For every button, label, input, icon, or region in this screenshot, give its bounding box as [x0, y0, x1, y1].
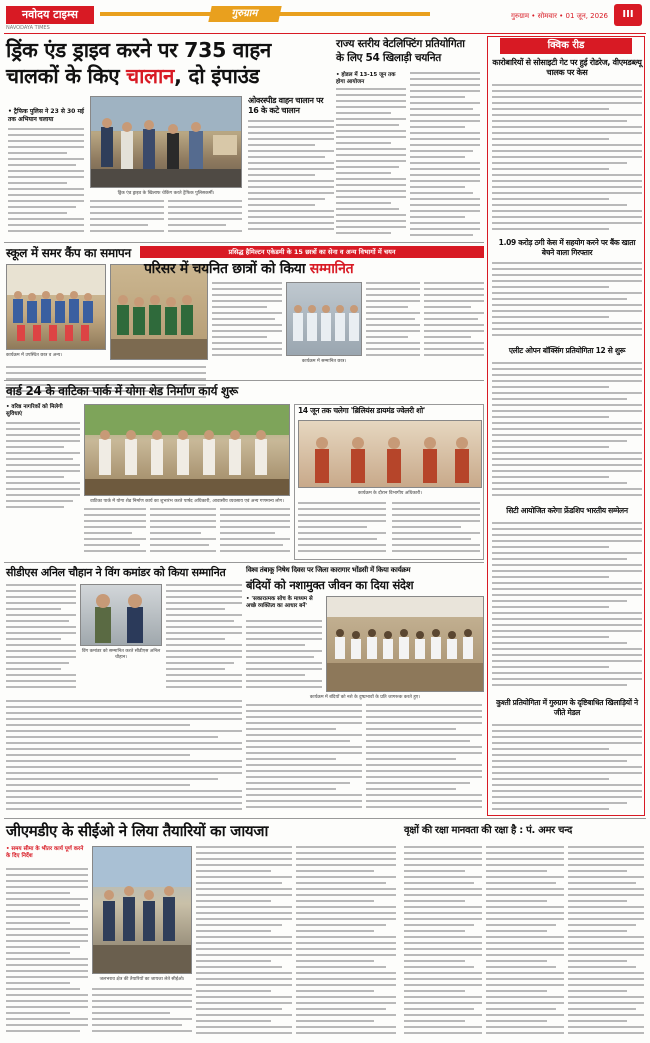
quick-read-headline5: कुश्ती प्रतियोगिता में गुरुग्राम के दृष्टिबाधित खिलाड़ियों ने जीते मेडल [496, 698, 638, 717]
state-comp-col1 [336, 88, 406, 238]
section-divider-4 [4, 818, 646, 819]
ceo-caption: विंग कमांडर को सम्मानित करते सीडीएस अनिल चौहान। [81, 649, 161, 660]
paper-name: नवोदय टाइम्स [6, 6, 94, 24]
section-divider-3 [4, 562, 484, 563]
lead-body-col2 [90, 200, 164, 240]
diamond-photo-illustration [299, 421, 482, 488]
tree-col3 [568, 846, 644, 1038]
camp-photo-2-illustration [111, 265, 208, 360]
gmda-col4 [296, 846, 396, 1038]
lead-body-col4 [248, 120, 334, 238]
gmda-bullet: • समय सीमा के भीतर कार्य पूर्ण करने के दिए निर्देश [6, 846, 84, 859]
camp-photo [6, 264, 106, 350]
lead-photo [90, 96, 242, 188]
state-comp-bullet: • होडल में 13-15 जून तक होगा आयोजन [336, 72, 396, 85]
lead-bullet: • ट्रैफिक पुलिस ने 23 से 30 मई तक अभियान चलाया [8, 108, 84, 123]
ceo-photo-illustration [81, 585, 162, 646]
banner-photo [286, 282, 362, 356]
tree-col2 [486, 846, 564, 1038]
gmda-col3 [196, 846, 292, 1038]
diamond-col1 [298, 502, 386, 556]
section-divider-2 [4, 380, 484, 381]
state-comp-headline1: राज्य स्तरीय वेटलिफ्टिंग प्रतियोगिता [336, 38, 465, 50]
quick-read-story4 [492, 522, 642, 692]
yoga-col4 [220, 508, 290, 558]
date-line: गुरुग्राम • सोमवार • 01 जून, 2026 [510, 12, 608, 20]
section-name: गुरुग्राम [208, 6, 281, 22]
lead-body-col3 [168, 200, 242, 240]
lead-headline-part-a: चालकों के किए [6, 64, 127, 88]
gmda-col1 [6, 868, 88, 1038]
tobacco-col1 [246, 620, 322, 692]
lead-headline-line1: ड्रिंक एंड ड्राइव करने पर 735 वाहन [6, 38, 271, 62]
diamond-headline: 14 जून तक चलेगा 'ब्रिलियंस डायमंड ज्वेलरी शो' [298, 406, 425, 415]
banner-headline-highlight: सम्मानित [309, 261, 354, 277]
tobacco-quote: • 'सकारात्मक सोच के माध्यम से अच्छे व्यक्तित्व का आधार बनें' [246, 596, 313, 609]
state-comp-col2 [410, 72, 480, 238]
quick-read-headline2: 1.09 करोड़ ठगी केस में सहयोग करने पर बैंक खाता बेचने वाला गिरफ्तार [498, 238, 636, 257]
diamond-photo [298, 420, 482, 488]
camp-photo-2 [110, 264, 208, 360]
yoga-photo [84, 404, 290, 496]
ceo-col1 [6, 584, 76, 692]
gmda-col2 [92, 988, 192, 1038]
tobacco-photo [326, 596, 484, 692]
page-number: III [614, 4, 642, 26]
gmda-headline: जीएमडीए के सीईओ ने लिया तैयारियों का जायजा [6, 822, 269, 840]
gmda-photo [92, 846, 192, 974]
quick-read-headline3: एलीट ओपन बॉक्सिंग प्रतियोगिता 12 से शुरू [508, 346, 626, 355]
lead-headline-part-c: , दो इंपाउंड [174, 64, 260, 88]
yoga-col3 [150, 508, 216, 558]
camp-headline: स्कूल में समर कैंप का समापन [6, 246, 131, 260]
lead-photo-illustration [91, 97, 242, 188]
banner-col2 [366, 282, 420, 362]
lead-sub-head: ओवरस्पीड वाहन चालान पर 16 के कटे चालान [248, 96, 324, 115]
lead-body-col1 [8, 128, 84, 238]
camp-photo-illustration [7, 265, 106, 350]
paper-sub-line: NAVODAYA TIMES [6, 25, 50, 31]
masthead-rule [4, 33, 646, 34]
quick-read-story5 [492, 724, 642, 812]
quick-read-headline4: सिटी आयोजित करेगा फ्रेंडशिप भारतीय सम्मेलन [506, 506, 628, 515]
tobacco-headline2: बंदियों को नशामुक्त जीवन का दिया संदेश [246, 578, 414, 592]
yoga-col1 [6, 422, 80, 510]
quick-read-tag: क्विक रीड [500, 38, 632, 54]
quick-read-story1 [492, 84, 642, 232]
banner-col1 [212, 282, 282, 362]
tobacco-caption: कार्यक्रम में बंदियों को नशे के दुष्प्रभावों के प्रति जागरूक करते हुए। [309, 695, 421, 700]
diamond-col2 [392, 502, 480, 556]
tobacco-col2 [246, 704, 362, 814]
gmda-caption: जलभराव क्षेत्र की तैयारियों का जायजा लेते सीईओ। [99, 977, 185, 982]
banner-photo-caption: कार्यक्रम में सम्मानित छात्र। [301, 359, 347, 364]
banner-headline-part-a: परिसर में चयनित छात्रों को किया [144, 261, 310, 277]
ceo-col2 [166, 584, 242, 692]
yoga-caption: वाटिका पार्क में योगा शेड निर्माण कार्य का शुभारंभ करते पार्षद अधिकारी, आवासीय व्यवसाय एवं अन्य गणमान्य लोग। [90, 499, 284, 504]
masthead [0, 0, 650, 34]
banner-headline [144, 260, 484, 278]
tobacco-photo-illustration [327, 597, 484, 692]
tobacco-headline1: विश्व तंबाकू निषेध दिवस पर जिला कारागार भोंडसी में किया कार्यक्रम [246, 566, 411, 574]
lead-photo-caption: ड्रिंक एंड ड्राइव के खिलाफ चेकिंग करते ट्रैफिक पुलिसकर्मी। [117, 191, 215, 196]
section-divider [4, 242, 484, 243]
banner-col3 [424, 282, 484, 362]
state-comp-headline2: के लिए 54 खिलाड़ी चयनित [336, 52, 441, 64]
yoga-headline: वार्ड 24 के वाटिका पार्क में योगा शेड निर्माण कार्य शुरू [6, 384, 238, 398]
yoga-sub: • वरिष्ठ नागरिकों को मिलेगी सुविधाएं [6, 404, 63, 417]
gmda-photo-illustration [93, 847, 192, 974]
quick-read-story2 [492, 262, 642, 340]
ceo-headline: सीडीएस अनिल चौहान ने विंग कमांडर को किया सम्मानित [6, 566, 226, 579]
yoga-col2 [84, 508, 146, 558]
tobacco-col3 [366, 704, 482, 814]
ceo-photo [80, 584, 162, 646]
banner-photo-illustration [287, 283, 362, 356]
tree-col1 [404, 846, 482, 1038]
quick-read-story3 [492, 362, 642, 500]
yoga-photo-illustration [85, 405, 290, 496]
quick-read-headline1: कारोबारियों से सोसाइटी गेट पर हुई रोडरेज, वीएमडब्ल्यू चालक पर केस [492, 58, 642, 77]
lead-headline-highlight: चालान [126, 64, 175, 88]
lead-headline-line2 [6, 64, 336, 88]
camp-caption: कार्यक्रम में उपस्थित छात्र व अन्य। [6, 353, 63, 358]
diamond-caption: कार्यक्रम के दौरान विभागीय अधिकारी। [358, 491, 422, 496]
tree-headline: वृक्षों की रक्षा मानवता की रक्षा है : पं. अमर चन्द [404, 825, 572, 836]
ceo-col3 [6, 700, 242, 814]
banner-kicker: प्रसिद्ध हैमिल्टन एकेडमी के 15 छात्रों का सेना व अन्य विभागों में चयन [140, 246, 484, 258]
